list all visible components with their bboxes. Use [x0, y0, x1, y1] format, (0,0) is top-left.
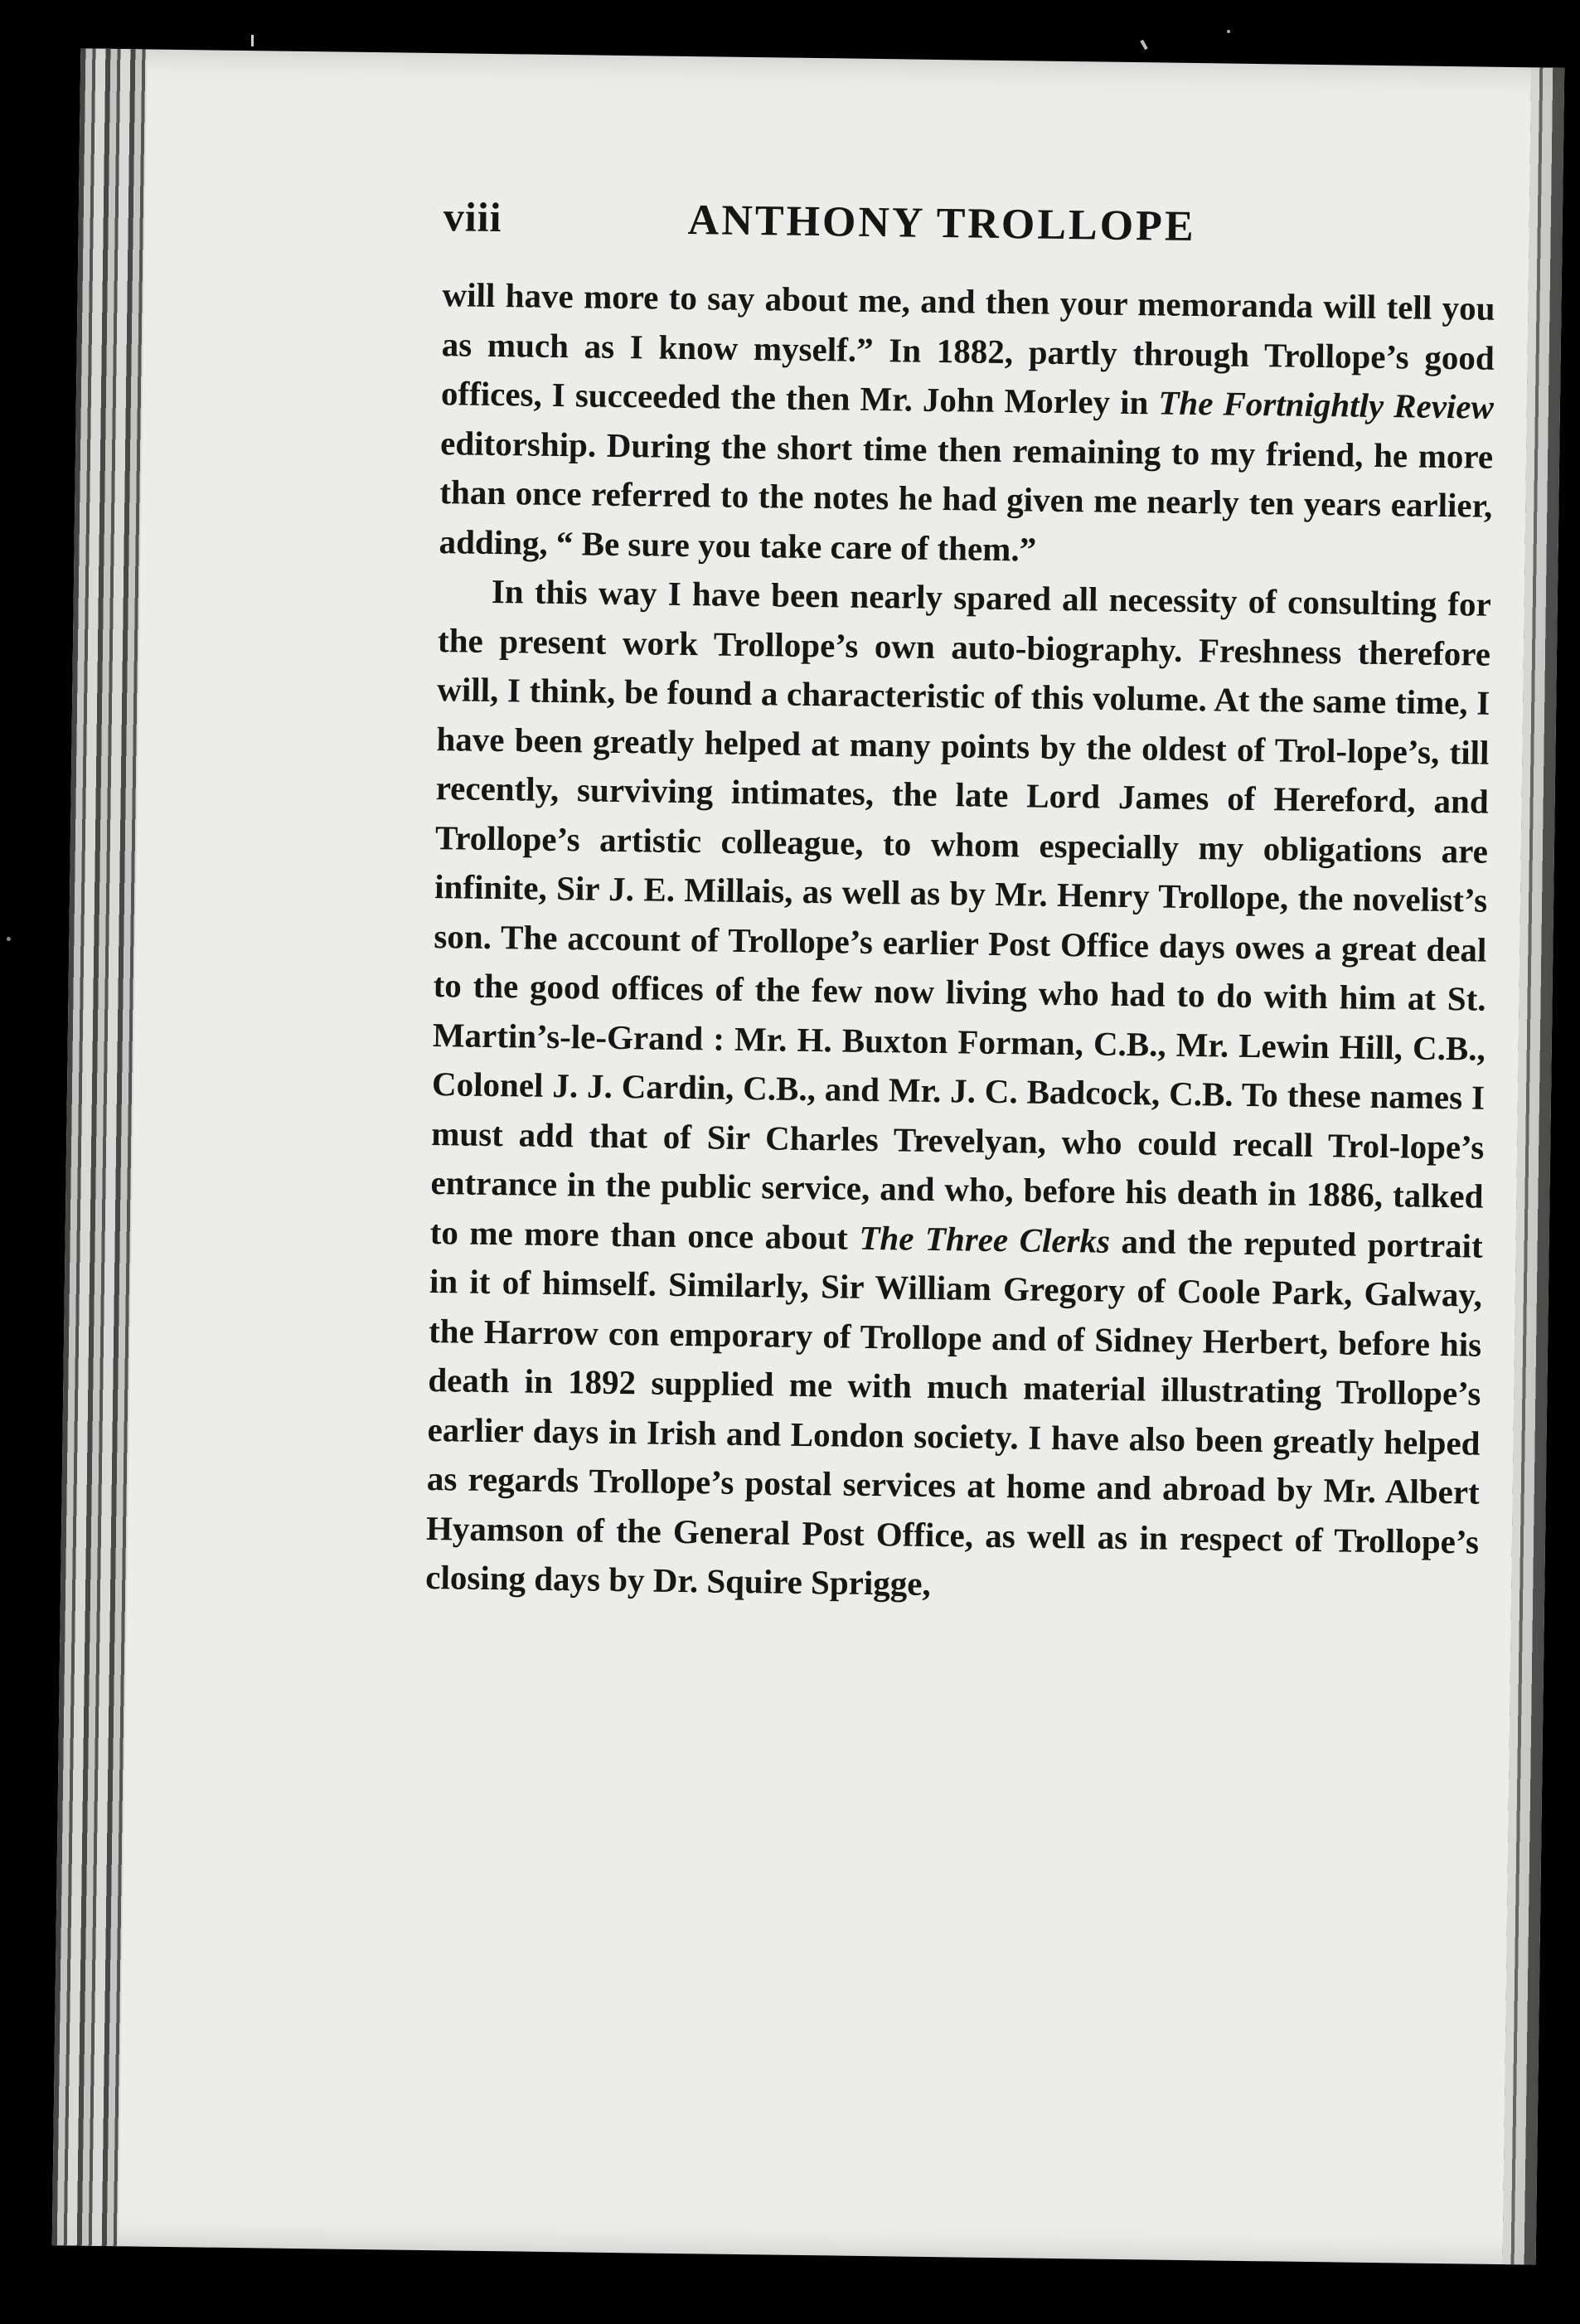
book-page: [52, 48, 1565, 2264]
paragraph-continued: [439, 270, 1495, 580]
running-head-title: ANTHONY TROLLOPE: [687, 196, 1196, 251]
italic-title: The Fortnightly Review: [1158, 383, 1495, 426]
scan-speck: [1227, 30, 1230, 33]
body-text: [425, 270, 1495, 1616]
scan-speck: [251, 35, 254, 46]
scan-speck: [7, 937, 11, 941]
page-number: viii: [443, 193, 502, 241]
running-head: [443, 186, 1496, 274]
paragraph-text: editorship. During the short time then remaining to my friend, he more than once referred to the notes he had given me nearly ten years earlier, adding, “ Be sure you take care of them.”: [439, 423, 1494, 569]
paragraph-text: In this way I have been nearly spared all necessity of consulting for the present work Trollope’s own auto-biography. Freshness therefore will, I think, be found a characteristic of this volume. At the same time, I have been greatly helped at many points by the oldest of Trol-lope’s, till recently, surviving intimates, the late Lord James of Hereford, and Trollope’s artistic colleague, to whom especially my obligations are infinite, Sir J. E. Millais, as well as by Mr. Henry Trollope, the novelist’s son. The account of Trollope’s earlier Post Office days owes a great deal to the good offices of the few now living who had to do with him at St. Martin’s-le-Grand : Mr. H. Buxton Forman, C.B., Mr. Lewin Hill, C.B., Colonel J. J. Cardin, C.B., and Mr. J. C. Badcock, C.B. To these names I must add that of Sir Charles Trevelyan, who could recall Trol-lope’s entrance in the public service, and who, before his death in 1886, talked to me more than once about: [429, 571, 1492, 1257]
paragraph: [425, 566, 1491, 1616]
scan-speck: [1140, 40, 1147, 50]
paragraph-text: and the reputed portrait in it of himself. Similarly, Sir William Gregory of Coole Park, Galway, the Harrow con emporary of Trollope and of Sidney Herbert, before his death in 1892 supplied me with much material illustrating Trollope’s earlier days in Irish and London society. I have also been greatly helped as regards Trollope’s postal services at home and abroad by Mr. Albert Hyamson of the General Post Office, as well as in respect of Trollope’s closing days by Dr. Squire Sprigge,: [425, 1221, 1483, 1603]
page-binding-right-edge: [1503, 67, 1565, 2264]
italic-title: The Three Clerks: [859, 1218, 1111, 1260]
page-binding-left-edge: [52, 48, 148, 2246]
paragraph-text: will have more to say about me, and then your memoranda will tell you as much as I know myself.” In 1882, partly through Trollope’s good offices, I succeeded the then Mr. John Morley in: [440, 275, 1495, 422]
